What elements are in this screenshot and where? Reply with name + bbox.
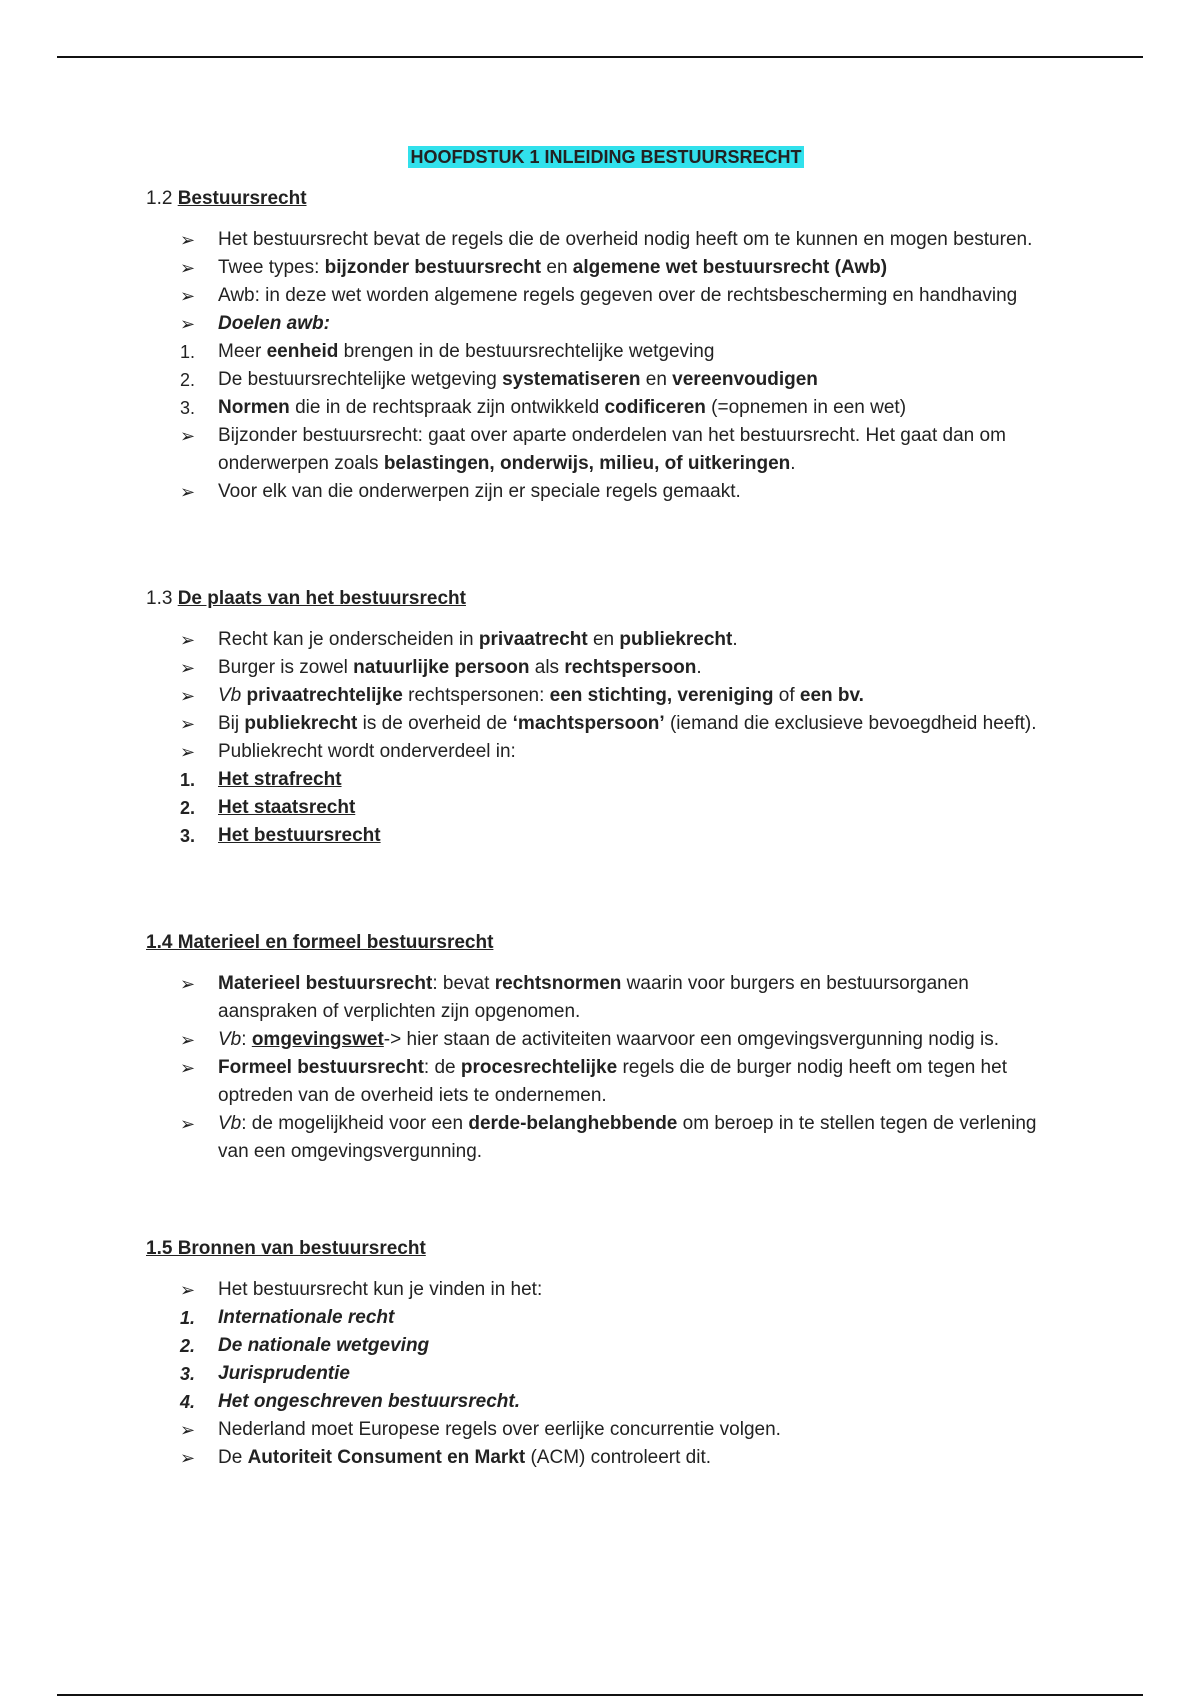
list-item: ➢ Bijzonder bestuursrecht: gaat over aparte onderdelen van het bestuursrecht. Het gaat dan om onderwerpen zoals belastingen, onderwijs, milieu, of uitkeringen. (146, 422, 1066, 478)
list-item: 1. Meer eenheid brengen in de bestuursrechtelijke wetgeving (146, 338, 1066, 366)
list-item: ➢ Nederland moet Europese regels over eerlijke concurrentie volgen. (146, 1416, 1066, 1444)
arrow-bullet-icon: ➢ (180, 686, 196, 706)
list-item: ➢ Vb: de mogelijkheid voor een derde-belanghebbende om beroep in te stellen tegen de verlening van een omgevingsvergunning. (146, 1110, 1066, 1166)
arrow-bullet-icon: ➢ (180, 1030, 196, 1050)
list-item: ➢ Recht kan je onderscheiden in privaatrecht en publiekrecht. (146, 626, 1066, 654)
list-item: ➢ Publiekrecht wordt onderverdeel in: (146, 738, 1066, 766)
section-heading-1-2: 1.2 Bestuursrecht (146, 188, 307, 209)
arrow-bullet-icon: ➢ (180, 658, 196, 678)
list-section-1-4 (146, 970, 1066, 1166)
list-item: ➢ Doelen awb: (146, 310, 1066, 338)
list-item: ➢ Bij publiekrecht is de overheid de ‘machtspersoon’ (iemand die exclusieve bevoegdheid heeft). (146, 710, 1066, 738)
list-item: 2. De nationale wetgeving (146, 1332, 1066, 1360)
list-item: ➢ Voor elk van die onderwerpen zijn er speciale regels gemaakt. (146, 478, 1066, 506)
top-rule (57, 56, 1143, 58)
list-item: 1. Internationale recht (146, 1304, 1066, 1332)
list-item: 2. De bestuursrechtelijke wetgeving systematiseren en vereenvoudigen (146, 366, 1066, 394)
arrow-bullet-icon: ➢ (180, 1114, 196, 1134)
list-number: 3. (180, 398, 196, 418)
arrow-bullet-icon: ➢ (180, 286, 196, 306)
arrow-bullet-icon: ➢ (180, 1280, 196, 1300)
list-section-1-2 (146, 226, 1066, 506)
arrow-bullet-icon: ➢ (180, 974, 196, 994)
list-number: 1. (180, 770, 196, 790)
list-section-1-3 (146, 626, 1066, 850)
list-number: 1. (180, 1308, 196, 1328)
list-number: 2. (180, 1336, 196, 1356)
list-item: 1. Het strafrecht (146, 766, 1066, 794)
arrow-bullet-icon: ➢ (180, 230, 196, 250)
arrow-bullet-icon: ➢ (180, 1420, 196, 1440)
list-item: ➢ Het bestuursrecht bevat de regels die de overheid nodig heeft om te kunnen en mogen besturen. (146, 226, 1066, 254)
arrow-bullet-icon: ➢ (180, 1058, 196, 1078)
list-number: 2. (180, 370, 196, 390)
bottom-rule (57, 1694, 1143, 1696)
chapter-title: HOOFDSTUK 1 INLEIDING BESTUURSRECHT (410, 147, 802, 167)
list-item: 3. Jurisprudentie (146, 1360, 1066, 1388)
list-item: ➢ Vb: omgevingswet-> hier staan de activiteiten waarvoor een omgevingsvergunning nodig is. (146, 1026, 1066, 1054)
arrow-bullet-icon: ➢ (180, 630, 196, 650)
list-item: 3. Het bestuursrecht (146, 822, 1066, 850)
list-item: ➢ Het bestuursrecht kun je vinden in het: (146, 1276, 1066, 1304)
list-item: ➢ Twee types: bijzonder bestuursrecht en algemene wet bestuursrecht (Awb) (146, 254, 1066, 282)
list-number: 4. (180, 1392, 196, 1412)
list-section-1-5 (146, 1276, 1066, 1472)
list-item: ➢ De Autoriteit Consument en Markt (ACM) controleert dit. (146, 1444, 1066, 1472)
section-heading-1-5: 1.5 Bronnen van bestuursrecht (146, 1238, 426, 1259)
list-item: ➢ Materieel bestuursrecht: bevat rechtsnormen waarin voor burgers en bestuursorganen aanspraken of verplichten zijn opgenomen. (146, 970, 1066, 1026)
section-heading-1-4: 1.4 Materieel en formeel bestuursrecht (146, 932, 494, 953)
arrow-bullet-icon: ➢ (180, 1448, 196, 1468)
arrow-bullet-icon: ➢ (180, 482, 196, 502)
list-number: 2. (180, 798, 196, 818)
list-number: 1. (180, 342, 196, 362)
arrow-bullet-icon: ➢ (180, 714, 196, 734)
list-item: ➢ Formeel bestuursrecht: de procesrechtelijke regels die de burger nodig heeft om tegen het optreden van de overheid iets te ondernemen. (146, 1054, 1066, 1110)
list-item: ➢ Awb: in deze wet worden algemene regels gegeven over de rechtsbescherming en handhaving (146, 282, 1066, 310)
list-item: 3. Normen die in de rechtspraak zijn ontwikkeld codificeren (=opnemen in een wet) (146, 394, 1066, 422)
list-number: 3. (180, 1364, 196, 1384)
arrow-bullet-icon: ➢ (180, 426, 196, 446)
list-item: 4. Het ongeschreven bestuursrecht. (146, 1388, 1066, 1416)
list-item: 2. Het staatsrecht (146, 794, 1066, 822)
list-item: ➢ Vb privaatrechtelijke rechtspersonen: een stichting, vereniging of een bv. (146, 682, 1066, 710)
arrow-bullet-icon: ➢ (180, 742, 196, 762)
arrow-bullet-icon: ➢ (180, 258, 196, 278)
section-heading-1-3: 1.3 De plaats van het bestuursrecht (146, 588, 466, 609)
arrow-bullet-icon: ➢ (180, 314, 196, 334)
list-number: 3. (180, 826, 196, 846)
document-page (146, 144, 1066, 1472)
list-item: ➢ Burger is zowel natuurlijke persoon als rechtspersoon. (146, 654, 1066, 682)
